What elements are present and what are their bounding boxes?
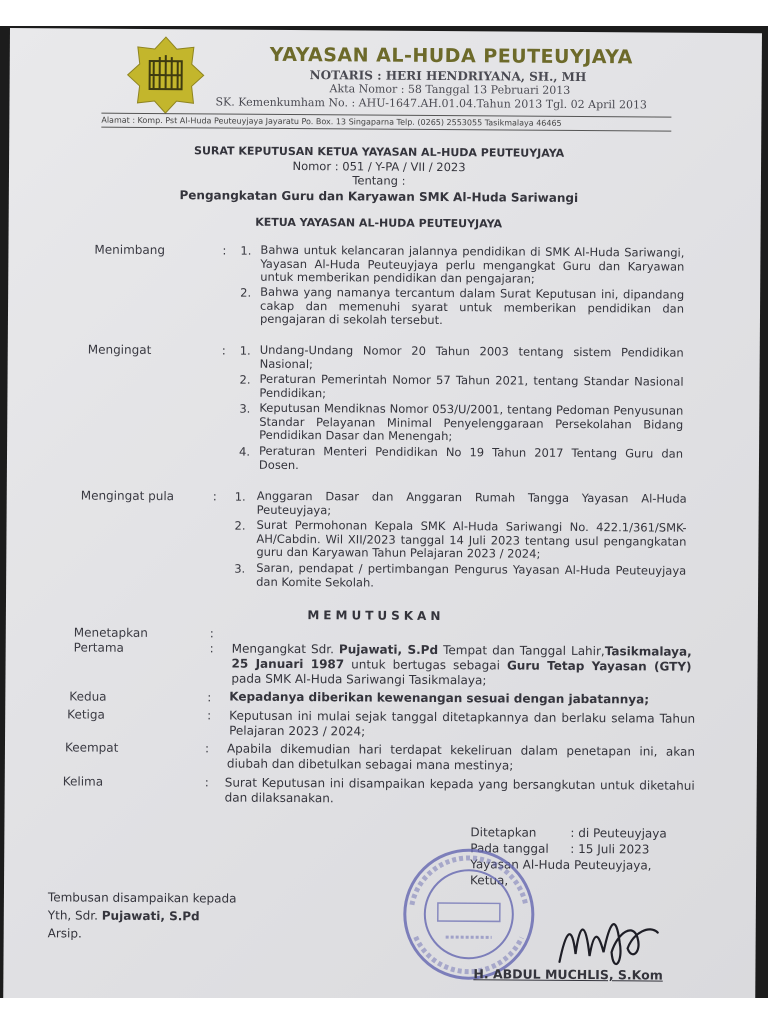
mengingat-pula-item: Surat Permohonan Kepala SMK Al-Huda Sariwangi No. 422.1/361/SMK-AH/Cabdin. Wil XII/2023 tanggal 14 Juli 2023 tentang usul pengangkatan guru dan Karyawan Tahun Pelajaran 2023 / 2024; <box>256 517 687 561</box>
org-name: YAYASAN AL-HUDA PEUTEUYJAYA <box>269 43 633 69</box>
list-number: 3. <box>234 561 246 576</box>
menetapkan-label: Menetapkan <box>73 625 148 640</box>
akta-line: Akta Nomor : 58 Tanggal 13 Pebruari 2013 <box>329 82 571 97</box>
list-number: 2. <box>234 518 246 533</box>
list-number: 1. <box>234 489 246 504</box>
photo-frame <box>0 26 768 998</box>
signer-organization: Yayasan Al-Huda Peuteuyjaya, <box>470 857 652 873</box>
appointee-name: Pujawati, S.Pd <box>338 642 439 658</box>
tanggal-label: Pada tanggal <box>470 841 549 856</box>
kedua-text: Kepadanya diberikan kewenangan sesuai dengan jabatannya; <box>229 689 650 707</box>
menimbang-item: Bahwa yang namanya tercantum dalam Surat Keputusan ini, dipandang cakap dan memenuhi syarat untuk memberikan pendidikan dan pengajaran di sekolah tersebut. <box>259 284 685 328</box>
memutuskan-heading: MEMUTUSKAN <box>307 608 445 624</box>
text-segment: untuk bertugas sebagai <box>344 657 508 673</box>
decree-title: SURAT KEPUTUSAN KETUA YAYASAN AL-HUDA PEUTEUYJAYA <box>194 144 565 160</box>
sk-line: SK. Kemenkumham No. : AHU-1647.AH.01.04.Tahun 2013 Tgl. 02 April 2013 <box>215 95 648 112</box>
mengingat-pula-label: Mengingat pula <box>80 488 175 504</box>
colon: : <box>212 489 217 504</box>
mengingat-item: Peraturan Pemerintah Nomor 57 Tahun 2021, tentang Standar Nasional Pendidikan; <box>259 371 684 400</box>
colon: : <box>204 775 209 790</box>
foundation-logo-icon <box>125 35 206 116</box>
position-title: Guru Tetap Yayasan (GTY) <box>506 658 692 674</box>
list-number: 3. <box>239 401 251 416</box>
colon: : <box>221 343 226 358</box>
text-segment: Mengangkat Sdr. <box>231 641 340 657</box>
pertama-text <box>231 642 691 690</box>
signer-name: H. ABDUL MUCHLIS, S.Kom <box>473 966 663 983</box>
tentang-label: Tentang : <box>352 173 406 188</box>
mengingat-item: Keputusan Mendiknas Nomor 053/U/2001, tentang Pedoman Penyusunan Standar Pelayanan Minimal Penyelenggaraan Persekolahan Bidang Pendidikan Dasar dan Menengah; <box>259 400 684 444</box>
tembusan-heading: Tembusan disampaikan kepada <box>47 890 237 906</box>
mengingat-item: Peraturan Menteri Pendidikan No 19 Tahun 2017 Tentang Guru dan Dosen. <box>258 443 684 472</box>
tembusan-archive: Arsip. <box>47 926 82 941</box>
text-segment: pada SMK Al-Huda Sariwangi Tasikmalaya; <box>231 671 487 688</box>
mengingat-pula-item: Saran, pendapat / pertimbangan Pengurus Yayasan Al-Huda Peuteuyjaya dan Komite Sekolah. <box>256 560 687 590</box>
colon: : <box>209 626 214 641</box>
kelima-label: Kelima <box>62 774 104 789</box>
keempat-text: Apabila dikemudian hari terdapat kekeliruan dalam penetapan ini, akan diubah dan dibetulkan sebagai mana mestinya; <box>226 741 696 773</box>
mengingat-pula-item: Anggaran Dasar dan Anggaran Rumah Tangga Yayasan Al-Huda Peuteuyjaya; <box>256 488 687 517</box>
menimbang-item: Bahwa untuk kelancaran jalannya pendidikan di SMK Al-Huda Sariwangi, Yayasan Al-Huda Peuteuyjaya perlu mengangkat Guru dan Karyawan untuk memberikan pendidikan dan pengajaran; <box>260 242 685 286</box>
tanggal-value: : 15 Juli 2023 <box>570 841 650 857</box>
colon: : <box>209 641 214 656</box>
kedua-label: Kedua <box>69 689 107 704</box>
document-page <box>3 28 762 998</box>
organization-stamp-icon <box>399 845 538 984</box>
text-segment: Yth, Sdr. <box>47 908 102 923</box>
list-number: 2. <box>239 372 251 387</box>
kelima-text: Surat Keputusan ini disampaikan kepada yang bersangkutan untuk diketahui dan dilaksanakan. <box>224 775 695 806</box>
ditetapkan-label: Ditetapkan <box>470 825 537 840</box>
tembusan-recipient <box>48 908 200 923</box>
recipient-name: Pujawati, S.Pd <box>101 908 200 924</box>
ditetapkan-value: : di Peuteuyjaya <box>570 825 667 841</box>
list-number: 1. <box>240 243 252 258</box>
signer-role: Ketua, <box>470 873 509 888</box>
keempat-label: Keempat <box>64 740 119 755</box>
list-number: 1. <box>239 343 251 358</box>
birth-place-date: Tasikmalaya, 25 Januari 1987 <box>231 644 692 672</box>
menimbang-label: Menimbang <box>94 242 166 258</box>
list-number: 4. <box>238 444 251 459</box>
colon: : <box>207 690 212 705</box>
text-segment: Tempat dan Tanggal Lahir, <box>438 643 605 659</box>
pertama-label: Pertama <box>73 640 124 655</box>
list-number: 2. <box>240 285 252 300</box>
decree-subject: Pengangkatan Guru dan Karyawan SMK Al-Huda Sariwangi <box>179 188 579 205</box>
address-bar: Alamat : Komp. Pst Al-Huda Peuteuyjaya Jayaratu Po. Box. 13 Singaparna Telp. (0265) 2553055 Tasikmalaya 46465 <box>101 113 671 132</box>
colon: : <box>207 708 212 723</box>
colon: : <box>204 741 210 756</box>
ketiga-text: Keputusan ini mulai sejak tanggal ditetapkannya dan berlaku selama Tahun Pelajaran 2023 / 2024; <box>229 708 696 739</box>
ketiga-label: Ketiga <box>67 707 105 722</box>
decree-number: Nomor : 051 / Y-PA / VII / 2023 <box>292 158 466 175</box>
mengingat-label: Mengingat <box>87 342 152 357</box>
mengingat-item: Undang-Undang Nomor 20 Tahun 2003 tentang sistem Pendidikan Nasional; <box>259 342 684 371</box>
notaris-line: NOTARIS : HERI HENDRIYANA, SH., MH <box>309 68 587 85</box>
colon: : <box>222 243 227 258</box>
ketua-heading: KETUA YAYASAN AL-HUDA PEUTEUYJAYA <box>255 215 503 231</box>
